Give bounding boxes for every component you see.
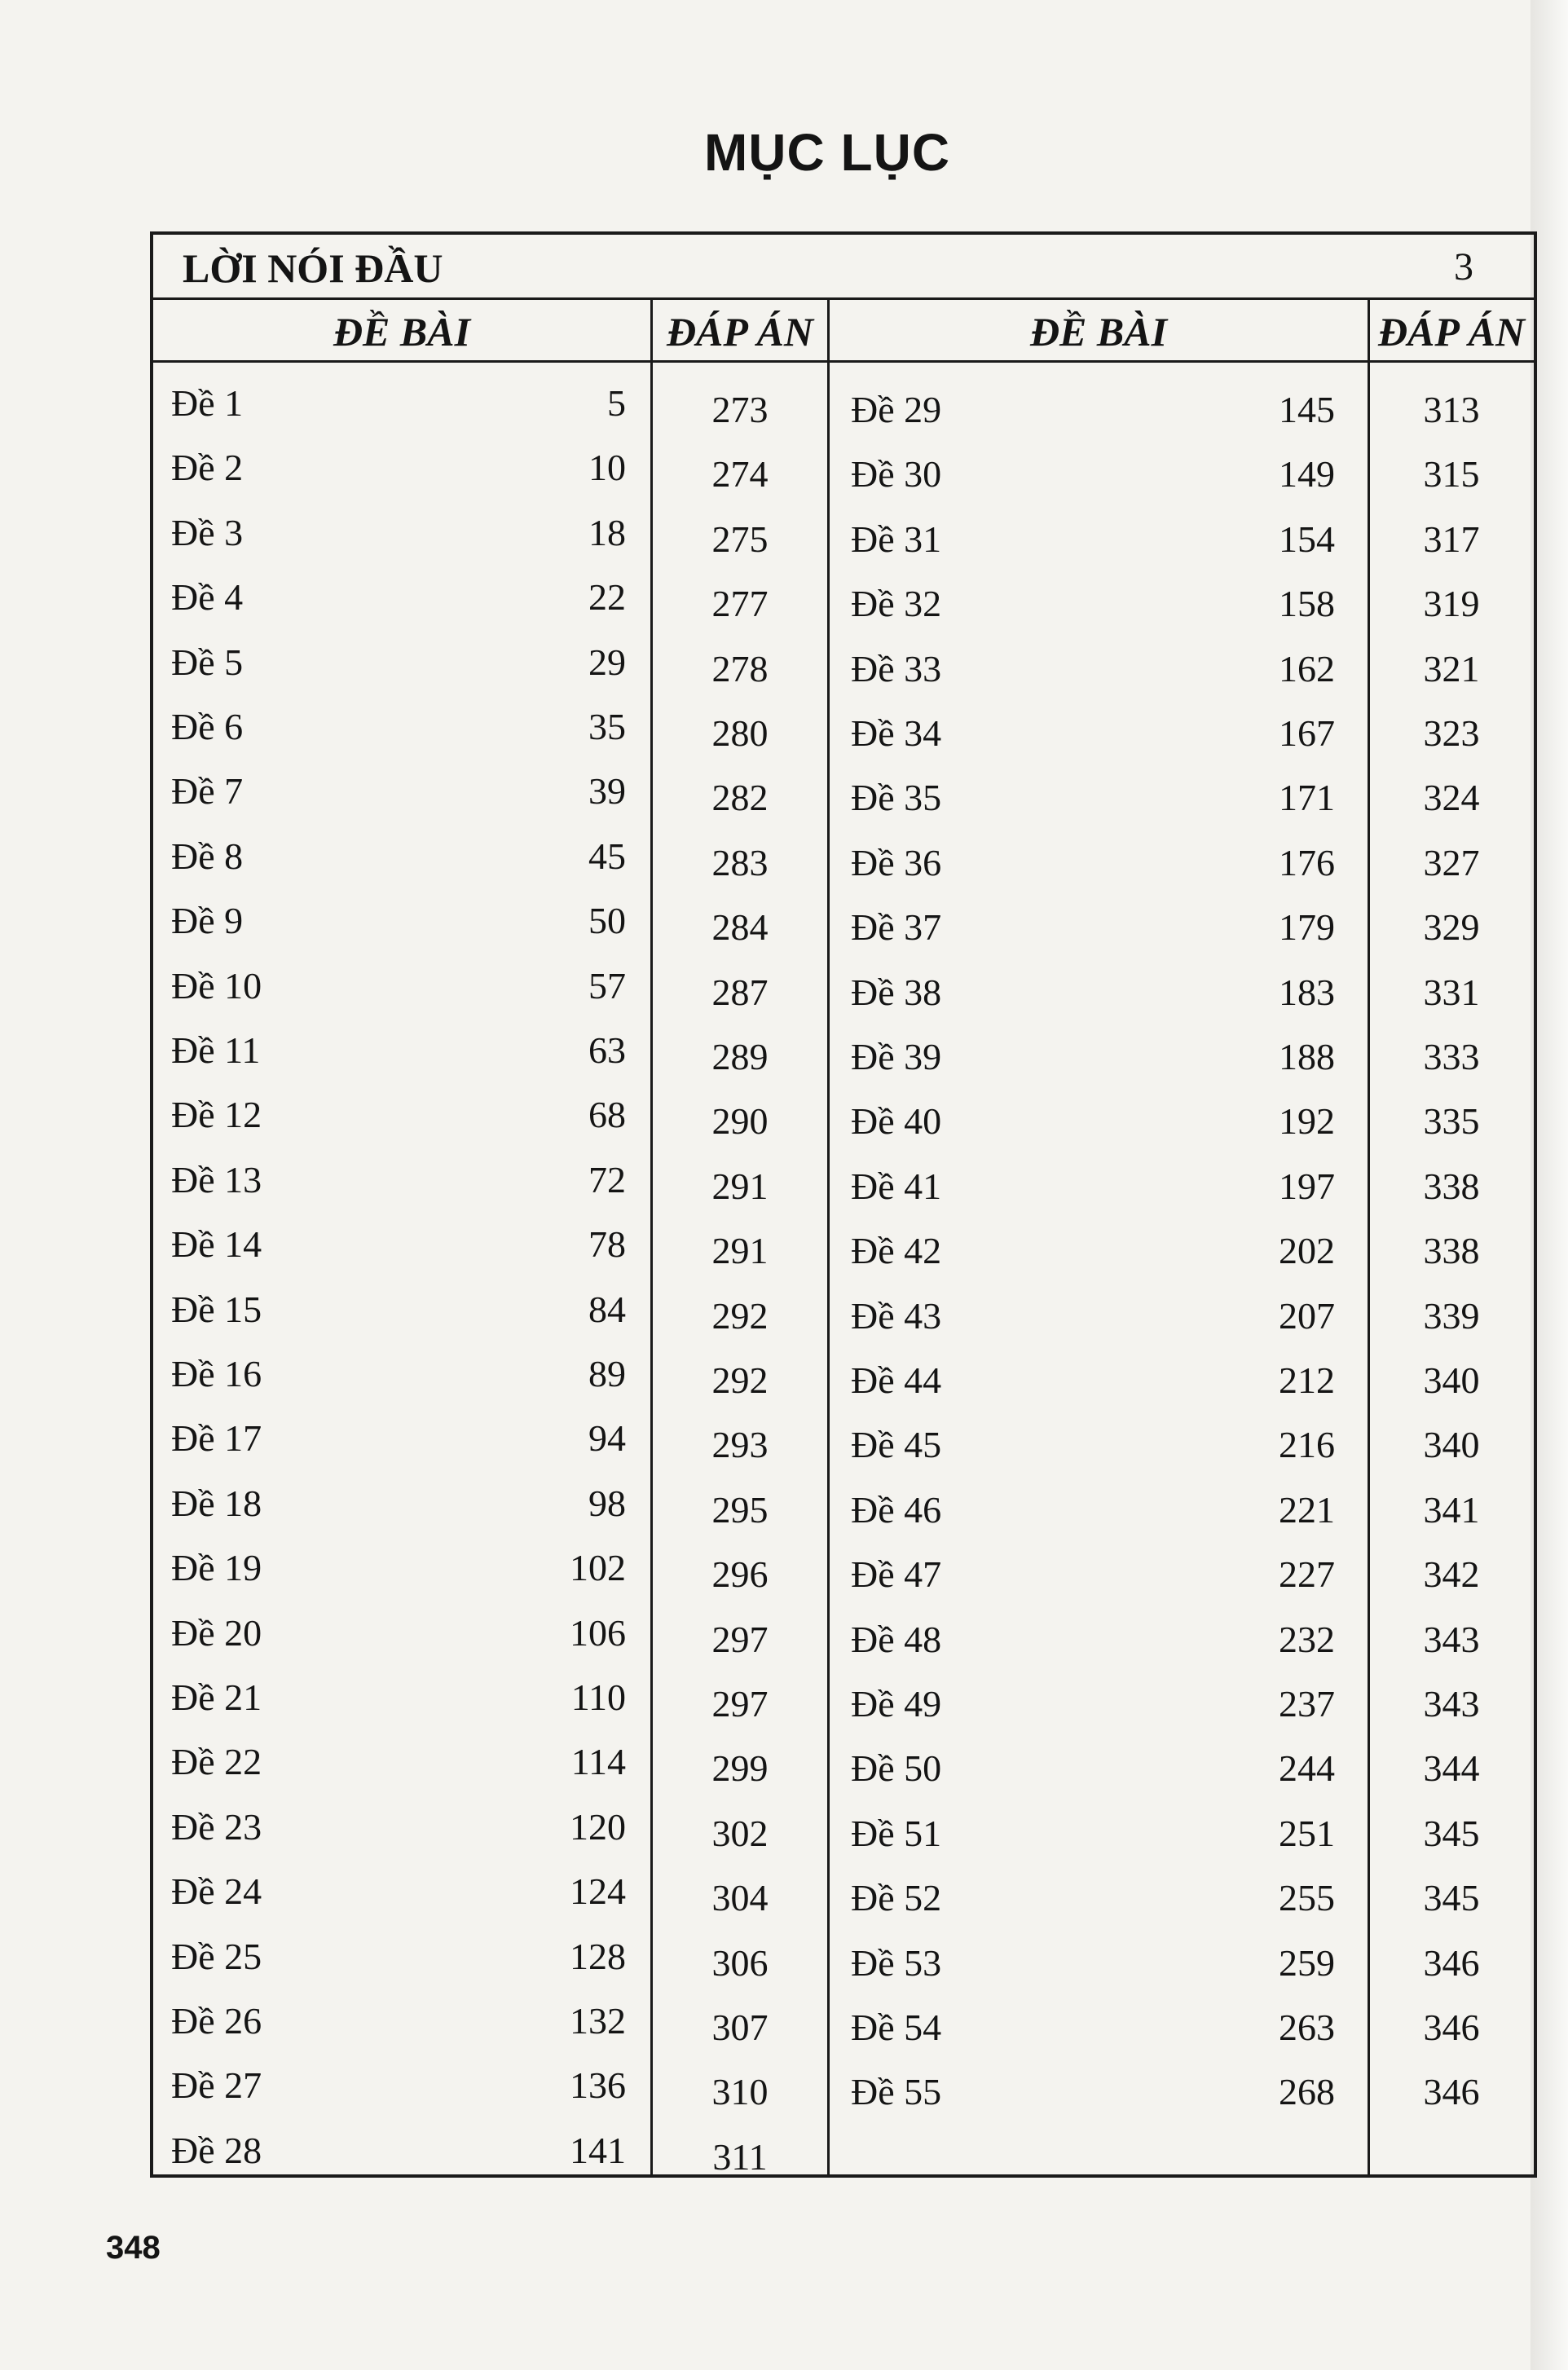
entry-label: Đề 47 — [851, 1553, 942, 1595]
entry-answer-page: 297 — [711, 1683, 769, 1725]
entry-answer-page: 319 — [1423, 583, 1480, 624]
entry-page: 68 — [588, 1094, 626, 1135]
entry-answer-page: 293 — [711, 1424, 769, 1465]
entry-answer-page: 340 — [1423, 1359, 1480, 1401]
entry-page: 179 — [1279, 906, 1335, 948]
entry-answer-page: 317 — [1423, 518, 1480, 560]
entry-label: Đề 49 — [851, 1683, 942, 1725]
entry-answer-page: 296 — [711, 1553, 769, 1595]
entry-answer-page: 321 — [1423, 648, 1480, 689]
entry-answer-page: 345 — [1423, 1877, 1480, 1918]
entry-page: 39 — [588, 770, 626, 812]
entry-answer-page: 290 — [711, 1100, 769, 1142]
entry-label: Đề 38 — [851, 971, 942, 1013]
entry-label: Đề 7 — [171, 770, 244, 812]
entry-page: 29 — [588, 641, 626, 683]
entry-label: Đề 48 — [851, 1619, 942, 1660]
entry-label: Đề 9 — [171, 900, 244, 941]
entry-answer-page: 346 — [1423, 2071, 1480, 2112]
entry-answer-page: 302 — [711, 1813, 769, 1854]
entry-answer-page: 280 — [711, 712, 769, 754]
entry-page: 227 — [1279, 1553, 1335, 1595]
entry-answer-page: 292 — [711, 1295, 769, 1337]
entry-page: 22 — [588, 576, 626, 618]
entry-page: 120 — [570, 1806, 626, 1848]
entry-label: Đề 29 — [851, 389, 942, 430]
entry-answer-page: 306 — [711, 1942, 769, 1984]
entry-label: Đề 51 — [851, 1813, 942, 1854]
entry-page: 124 — [570, 1870, 626, 1912]
entry-page: 263 — [1279, 2007, 1335, 2048]
entry-answer-page: 346 — [1423, 1942, 1480, 1984]
entry-answer-page: 335 — [1423, 1100, 1480, 1142]
entry-label: Đề 24 — [171, 1870, 262, 1912]
entry-answer-page: 277 — [711, 583, 769, 624]
entry-page: 114 — [570, 1741, 626, 1782]
entry-page: 216 — [1279, 1424, 1335, 1465]
entry-answer-page: 283 — [711, 842, 769, 883]
entry-answer-page: 292 — [711, 1359, 769, 1401]
entry-label: Đề 1 — [171, 382, 244, 424]
entry-label: Đề 22 — [171, 1741, 262, 1782]
entry-answer-page: 343 — [1423, 1619, 1480, 1660]
entry-answer-page: 331 — [1423, 971, 1480, 1013]
entry-label: Đề 26 — [171, 2000, 262, 2042]
entry-page: 98 — [588, 1482, 626, 1524]
entry-page: 255 — [1279, 1877, 1335, 1918]
entry-answer-page: 274 — [711, 453, 769, 495]
entry-label: Đề 25 — [171, 1936, 262, 1977]
entry-page: 232 — [1279, 1619, 1335, 1660]
entry-page: 158 — [1279, 583, 1335, 624]
entry-answer-page: 338 — [1423, 1230, 1480, 1271]
entry-answer-page: 343 — [1423, 1683, 1480, 1725]
entry-answer-page: 323 — [1423, 712, 1480, 754]
entry-page: 212 — [1279, 1359, 1335, 1401]
entry-answer-page: 284 — [711, 906, 769, 948]
entry-page: 35 — [588, 706, 626, 747]
entry-page: 145 — [1279, 389, 1335, 430]
entry-answer-page: 344 — [1423, 1747, 1480, 1789]
entry-label: Đề 46 — [851, 1489, 942, 1531]
entry-label: Đề 52 — [851, 1877, 942, 1918]
preface-label: LỜI NÓI ĐẦU — [183, 245, 443, 291]
entry-label: Đề 32 — [851, 583, 942, 624]
entry-label: Đề 16 — [171, 1353, 262, 1394]
page-number: 348 — [106, 2230, 161, 2266]
entry-label: Đề 27 — [171, 2064, 262, 2106]
entry-label: Đề 2 — [171, 447, 244, 488]
entry-page: 237 — [1279, 1683, 1335, 1725]
entry-answer-page: 333 — [1423, 1036, 1480, 1077]
entry-page: 171 — [1279, 777, 1335, 818]
entry-page: 176 — [1279, 842, 1335, 883]
entry-page: 251 — [1279, 1813, 1335, 1854]
preface-page: 3 — [1454, 245, 1473, 289]
entry-page: 183 — [1279, 971, 1335, 1013]
entry-page: 89 — [588, 1353, 626, 1394]
entry-page: 141 — [570, 2130, 626, 2171]
entry-page: 188 — [1279, 1036, 1335, 1077]
entry-answer-page: 273 — [711, 389, 769, 430]
entry-page: 94 — [588, 1417, 626, 1459]
entry-label: Đề 3 — [171, 512, 244, 553]
entry-label: Đề 10 — [171, 965, 262, 1007]
entry-answer-page: 291 — [711, 1165, 769, 1207]
entry-page: 110 — [570, 1676, 626, 1718]
entry-label: Đề 36 — [851, 842, 942, 883]
entry-label: Đề 5 — [171, 641, 244, 683]
entry-label: Đề 18 — [171, 1482, 262, 1524]
entry-page: 102 — [570, 1547, 626, 1588]
entry-label: Đề 42 — [851, 1230, 942, 1271]
entry-answer-page: 278 — [711, 648, 769, 689]
entry-page: 106 — [570, 1612, 626, 1654]
entry-page: 268 — [1279, 2071, 1335, 2112]
entry-page: 10 — [588, 447, 626, 488]
entry-page: 167 — [1279, 712, 1335, 754]
entry-label: Đề 37 — [851, 906, 942, 948]
entry-answer-page: 327 — [1423, 842, 1480, 883]
right-topic-header: ĐỀ BÀI — [1029, 309, 1168, 355]
entry-page: 63 — [588, 1029, 626, 1071]
page-title: MỤC LỤC — [703, 123, 951, 182]
entry-label: Đề 45 — [851, 1424, 942, 1465]
entry-answer-page: 338 — [1423, 1165, 1480, 1207]
entry-label: Đề 31 — [851, 518, 942, 560]
entry-answer-page: 282 — [711, 777, 769, 818]
entry-answer-page: 345 — [1423, 1813, 1480, 1854]
entry-answer-page: 315 — [1423, 453, 1480, 495]
entry-page: 207 — [1279, 1295, 1335, 1337]
entry-page: 128 — [570, 1936, 626, 1977]
entry-answer-page: 275 — [711, 518, 769, 560]
toc-table — [150, 231, 1537, 2178]
preface-row[interactable] — [153, 235, 1534, 300]
entry-page: 45 — [588, 835, 626, 877]
entry-label: Đề 50 — [851, 1747, 942, 1789]
entry-label: Đề 12 — [171, 1094, 262, 1135]
entry-label: Đề 17 — [171, 1417, 262, 1459]
entry-answer-page: 311 — [712, 2136, 768, 2178]
entry-page: 192 — [1279, 1100, 1335, 1142]
entry-answer-page: 313 — [1423, 389, 1480, 430]
entry-page: 136 — [570, 2064, 626, 2106]
entry-label: Đề 44 — [851, 1359, 942, 1401]
entry-label: Đề 43 — [851, 1295, 942, 1337]
entry-answer-page: 346 — [1423, 2007, 1480, 2048]
entry-page: 78 — [588, 1223, 626, 1265]
entry-label: Đề 20 — [171, 1612, 262, 1654]
entry-answer-page: 287 — [711, 971, 769, 1013]
entry-page: 221 — [1279, 1489, 1335, 1531]
entry-page: 132 — [570, 2000, 626, 2042]
entry-answer-page: 295 — [711, 1489, 769, 1531]
entry-label: Đề 6 — [171, 706, 244, 747]
entry-answer-page: 299 — [711, 1747, 769, 1789]
entry-label: Đề 13 — [171, 1159, 262, 1200]
entry-label: Đề 39 — [851, 1036, 942, 1077]
entry-answer-page: 341 — [1423, 1489, 1480, 1531]
entry-label: Đề 8 — [171, 835, 244, 877]
entry-page: 259 — [1279, 1942, 1335, 1984]
entry-page: 50 — [588, 900, 626, 941]
entry-answer-page: 289 — [711, 1036, 769, 1077]
entry-answer-page: 342 — [1423, 1553, 1480, 1595]
entry-answer-page: 339 — [1423, 1295, 1480, 1337]
left-topic-header: ĐỀ BÀI — [333, 309, 471, 355]
entry-label: Đề 55 — [851, 2071, 942, 2112]
entry-page: 154 — [1279, 518, 1335, 560]
entry-label: Đề 14 — [171, 1223, 262, 1265]
entry-page: 149 — [1279, 453, 1335, 495]
entry-answer-page: 324 — [1423, 777, 1480, 818]
entry-label: Đề 21 — [171, 1676, 262, 1718]
entry-page: 197 — [1279, 1165, 1335, 1207]
entry-label: Đề 40 — [851, 1100, 942, 1142]
entry-label: Đề 41 — [851, 1165, 942, 1207]
entry-page: 5 — [607, 382, 626, 424]
entry-page: 202 — [1279, 1230, 1335, 1271]
entry-label: Đề 34 — [851, 712, 942, 754]
entry-answer-page: 304 — [711, 1877, 769, 1918]
entry-label: Đề 54 — [851, 2007, 942, 2048]
entry-page: 84 — [588, 1289, 626, 1330]
entry-answer-page: 329 — [1423, 906, 1480, 948]
entry-answer-page: 307 — [711, 2007, 769, 2048]
entry-label: Đề 4 — [171, 576, 244, 618]
entry-page: 57 — [588, 965, 626, 1007]
left-answer-header: ĐÁP ÁN — [666, 309, 814, 355]
entry-answer-page: 297 — [711, 1619, 769, 1660]
entry-label: Đề 15 — [171, 1289, 262, 1330]
entry-answer-page: 340 — [1423, 1424, 1480, 1465]
entry-label: Đề 23 — [171, 1806, 262, 1848]
entry-label: Đề 28 — [171, 2130, 262, 2171]
entry-page: 18 — [588, 512, 626, 553]
entry-page: 162 — [1279, 648, 1335, 689]
entry-label: Đề 33 — [851, 648, 942, 689]
entry-page: 72 — [588, 1159, 626, 1200]
right-answer-header: ĐÁP ÁN — [1377, 309, 1526, 355]
entry-answer-page: 291 — [711, 1230, 769, 1271]
entry-answer-page: 310 — [711, 2071, 769, 2112]
header-divider — [153, 360, 1534, 363]
entry-label: Đề 11 — [171, 1029, 261, 1071]
entry-label: Đề 19 — [171, 1547, 262, 1588]
entry-page: 244 — [1279, 1747, 1335, 1789]
entry-label: Đề 30 — [851, 453, 942, 495]
entry-label: Đề 53 — [851, 1942, 942, 1984]
entry-label: Đề 35 — [851, 777, 942, 818]
